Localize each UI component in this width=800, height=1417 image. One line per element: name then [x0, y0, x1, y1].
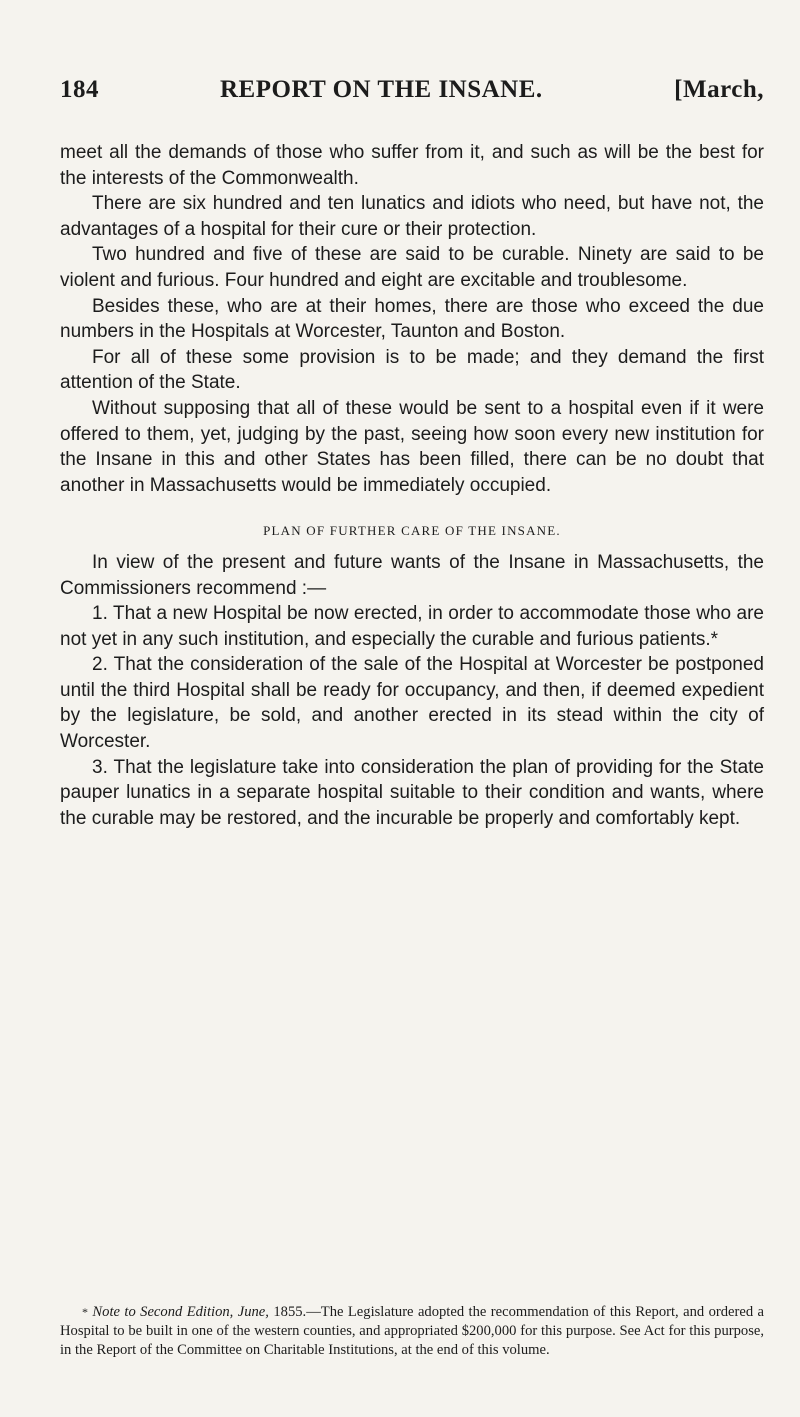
recommendation-item: 1. That a new Hospital be now erected, in order to accommodate those who are not yet in any such institution, and especially the curable and furious patients.*: [60, 603, 764, 650]
paragraph: For all of these some provision is to be made; and they demand the first attention of the State.: [60, 346, 764, 394]
paragraph: Besides these, who are at their homes, there are those who exceed the due numbers in the Hospitals at Worcester, Taunton and Boston.: [60, 295, 764, 343]
footnote-lead: Note to Second Edition, June,: [92, 1304, 269, 1320]
running-title: REPORT ON THE INSANE.: [220, 76, 543, 103]
recommendation-item: 3. That the legislature take into consideration the plan of providing for the State pauper lunatics in a separate hospital suitable to their condition and wants, where the curable may be restored, and the incurable be properly and comfortably kept.: [60, 756, 764, 829]
footnote-text: 1855.—The Legislature adopted the recommendation of this Report, and ordered a Hospital to be built in one of the western counties, and appropriated $200,000 for this purpose. See Act for this purpose, in the Report of the Committee on Charitable Institutions, at the end of this volume.: [60, 1304, 765, 1358]
footnote: [60, 1303, 764, 1360]
paragraph: Two hundred and five of these are said to be curable. Ninety are said to be violent and furious. Four hundred and eight are excitable and troublesome.: [60, 244, 764, 291]
section-heading: PLAN OF FURTHER CARE OF THE INSANE.: [263, 523, 561, 539]
running-header: [60, 76, 764, 116]
page-number: 184: [60, 76, 99, 103]
section-intro: In view of the present and future wants of the Insane in Massachusetts, the Commissioners recommend :—: [60, 551, 764, 599]
running-date: [March,: [674, 76, 764, 103]
paragraph: There are six hundred and ten lunatics and idiots who need, but have not, the advantages of a hospital for their cure or their protection.: [60, 193, 764, 240]
recommendation-item: 2. That the consideration of the sale of the Hospital at Worcester be postponed until the third Hospital shall be ready for occupancy, and then, if deemed expedient by the legislature, be sold, and another erected in its stead within the city of Worcester.: [60, 654, 764, 753]
body-text: [60, 140, 764, 831]
paragraph: Without supposing that all of these would be sent to a hospital even if it were offered to them, yet, judging by the past, seeing how soon every new institution for the Insane in this and other States has been filled, there can be no doubt that another in Massachusetts would be immediately occupied.: [60, 397, 764, 496]
footnote-mark: *: [82, 1305, 88, 1319]
paragraph: meet all the demands of those who suffer from it, and such as will be the best for the interests of the Commonwealth.: [60, 142, 764, 189]
